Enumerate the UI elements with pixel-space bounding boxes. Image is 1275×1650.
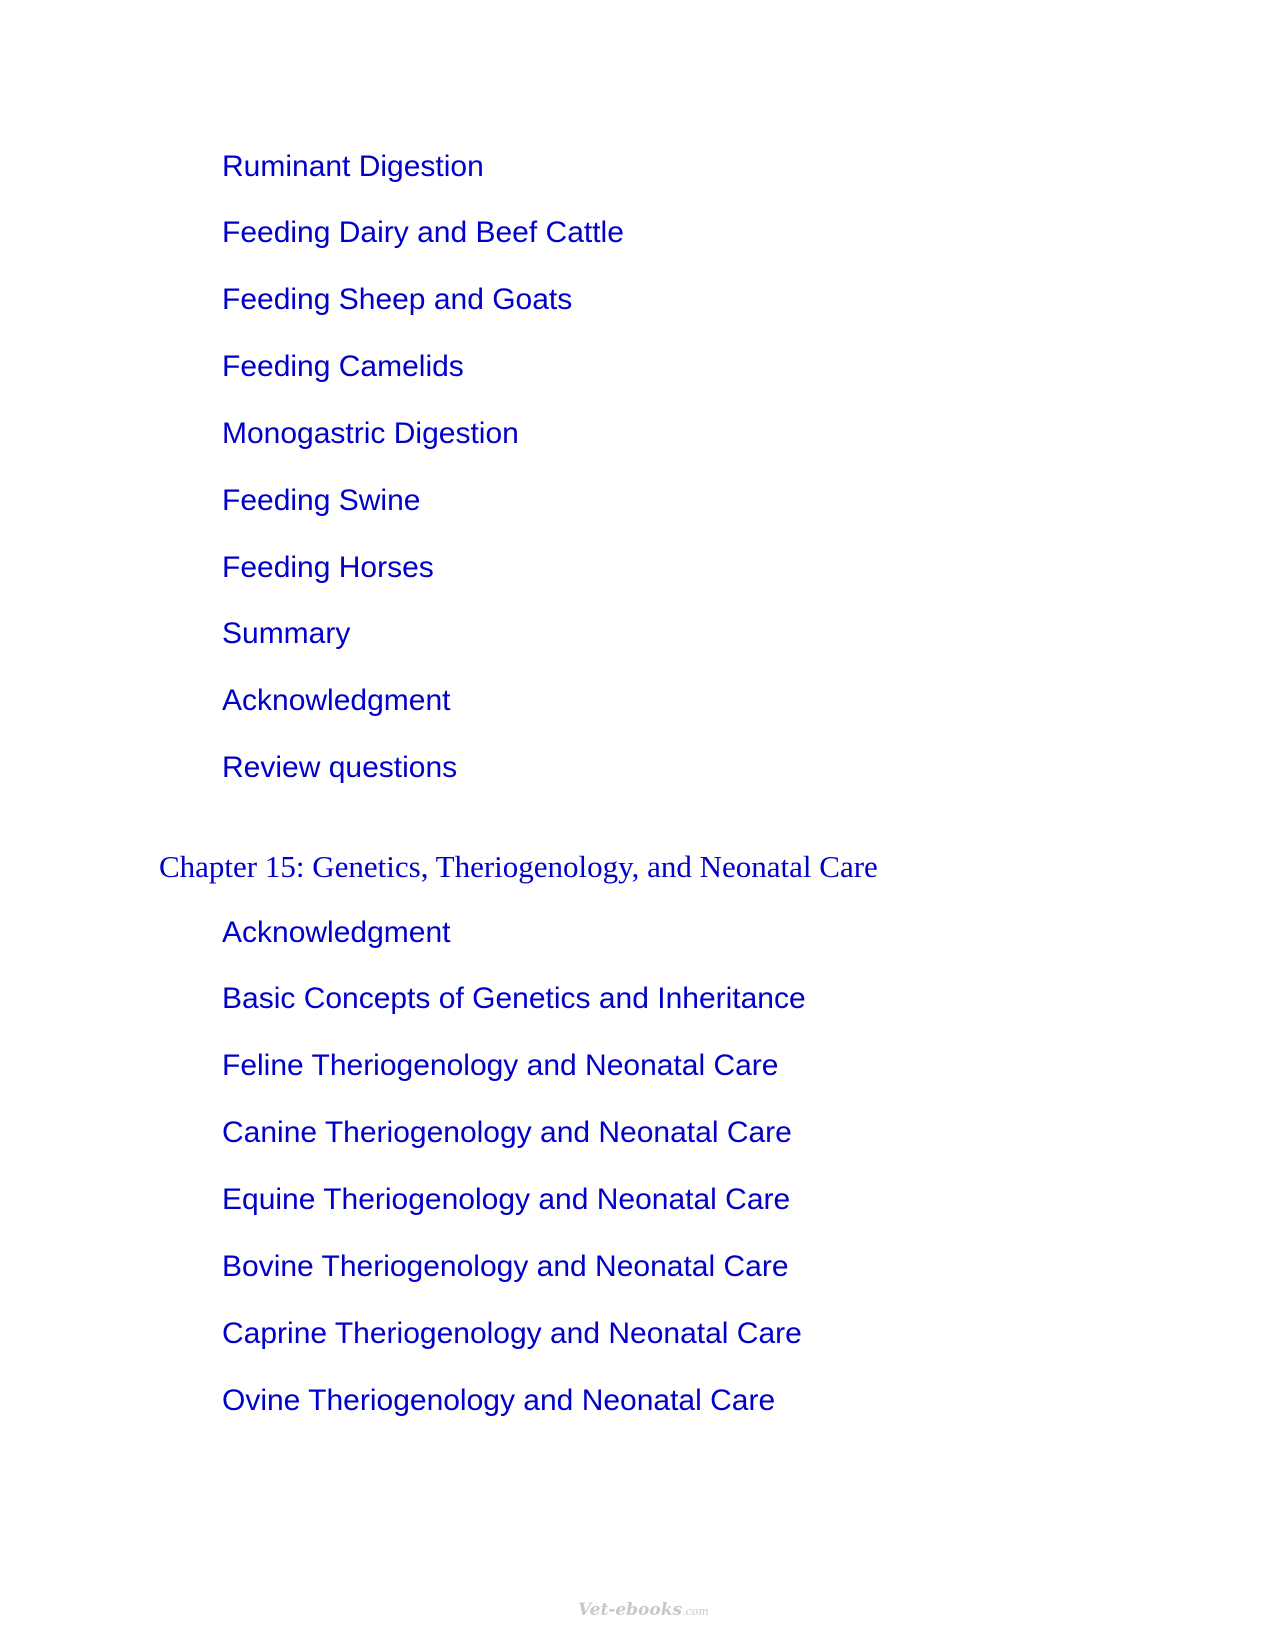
toc-link-summary[interactable]: Summary [222,617,351,650]
toc-chapter-15-title[interactable]: Chapter 15: Genetics, Theriogenology, and Neonatal Care [159,849,878,884]
toc-link-bovine-theriogenology[interactable]: Bovine Theriogenology and Neonatal Care [222,1250,789,1283]
toc-link-ruminant-digestion[interactable]: Ruminant Digestion [222,150,484,183]
toc-link-canine-theriogenology[interactable]: Canine Theriogenology and Neonatal Care [222,1116,792,1149]
toc-link-ch15-acknowledgment[interactable]: Acknowledgment [222,916,451,949]
toc-link-feeding-horses[interactable]: Feeding Horses [222,551,434,584]
toc-link-ovine-theriogenology[interactable]: Ovine Theriogenology and Neonatal Care [222,1384,776,1417]
toc-link-feeding-sheep-goats[interactable]: Feeding Sheep and Goats [222,283,573,316]
toc-link-feeding-swine[interactable]: Feeding Swine [222,484,421,517]
toc-link-caprine-theriogenology[interactable]: Caprine Theriogenology and Neonatal Care [222,1317,802,1350]
toc-link-acknowledgment[interactable]: Acknowledgment [222,684,451,717]
toc-link-equine-theriogenology[interactable]: Equine Theriogenology and Neonatal Care [222,1183,791,1216]
toc-link-feline-theriogenology[interactable]: Feline Theriogenology and Neonatal Care [222,1049,779,1082]
toc-link-basic-concepts-genetics[interactable]: Basic Concepts of Genetics and Inheritance [222,982,806,1015]
toc-link-review-questions[interactable]: Review questions [222,751,458,784]
watermark-tld: .com [682,1605,709,1618]
toc-link-monogastric-digestion[interactable]: Monogastric Digestion [222,417,519,450]
watermark-logo [578,1600,709,1622]
toc-link-feeding-dairy-beef-cattle[interactable]: Feeding Dairy and Beef Cattle [222,216,624,249]
watermark-text: Vet-ebooks [578,1600,683,1620]
toc-link-feeding-camelids[interactable]: Feeding Camelids [222,350,464,383]
